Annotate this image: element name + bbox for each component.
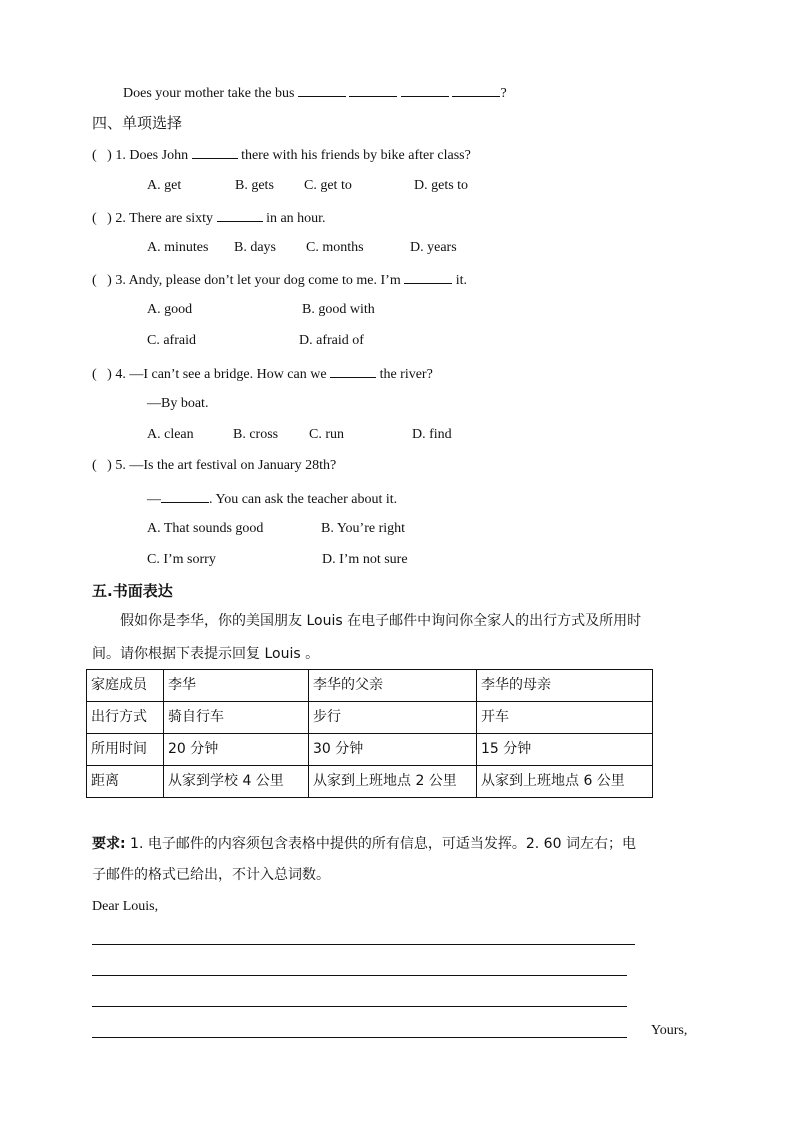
family-travel-table xyxy=(86,669,653,798)
question-2 xyxy=(92,208,326,228)
answer-blank[interactable] xyxy=(192,145,238,159)
question-3 xyxy=(92,270,467,290)
question-text: 2. There are sixty xyxy=(115,211,214,226)
table-row xyxy=(87,734,653,766)
question-text: 3. Andy, please don’t let your dog come to me. I’m xyxy=(115,273,401,288)
writing-prompt-line-1: 假如你是李华，你的美国朋友 Louis 在电子邮件中询问你全家人的出行方式及所用时 xyxy=(120,613,642,629)
table-cell: 30 分钟 xyxy=(309,734,477,766)
question-text-end: it. xyxy=(455,273,468,288)
answer-paren-close[interactable]: ) xyxy=(107,367,112,382)
option-d[interactable]: D. find xyxy=(412,427,452,442)
answer-line-text: . You can ask the teacher about it. xyxy=(209,492,398,507)
question-text: Does your mother take the bus xyxy=(123,86,295,101)
table-row xyxy=(87,670,653,702)
answer-line xyxy=(147,489,397,509)
table-cell: 从家到上班地点 6 公里 xyxy=(477,766,653,798)
question-text-end: the river? xyxy=(379,367,433,382)
writing-line[interactable] xyxy=(92,1037,627,1038)
option-a[interactable]: A. good xyxy=(147,302,193,317)
table-cell: 李华的母亲 xyxy=(477,670,653,702)
answer-blank[interactable] xyxy=(349,83,397,97)
table-cell: 从家到上班地点 2 公里 xyxy=(309,766,477,798)
answer-paren-close[interactable]: ) xyxy=(107,458,112,473)
option-c[interactable]: C. I’m sorry xyxy=(147,552,216,567)
table-cell: 步行 xyxy=(309,702,477,734)
table-cell: 开车 xyxy=(477,702,653,734)
answer-blank[interactable] xyxy=(404,270,452,284)
answer-paren-open[interactable]: ( xyxy=(92,458,97,473)
option-d[interactable]: D. afraid of xyxy=(299,333,364,348)
question-5 xyxy=(92,457,336,475)
dash: — xyxy=(147,492,161,507)
answer-paren-open[interactable]: ( xyxy=(92,367,97,382)
option-a[interactable]: A. get xyxy=(147,178,182,193)
option-b[interactable]: B. good with xyxy=(302,302,375,317)
question-text: 5. —Is the art festival on January 28th? xyxy=(115,458,337,473)
question-1 xyxy=(92,145,471,165)
table-row xyxy=(87,702,653,734)
option-c[interactable]: C. afraid xyxy=(147,333,196,348)
section-5-title: 五.书面表达 xyxy=(92,582,173,600)
table-cell: 20 分钟 xyxy=(164,734,309,766)
table-cell: 从家到学校 4 公里 xyxy=(164,766,309,798)
option-b[interactable]: B. days xyxy=(234,240,276,255)
table-row xyxy=(87,766,653,798)
table-cell: 15 分钟 xyxy=(477,734,653,766)
writing-prompt-line-2: 间。请你根据下表提示回复 Louis 。 xyxy=(92,646,320,662)
answer-blank[interactable] xyxy=(452,83,500,97)
answer-paren-open[interactable]: ( xyxy=(92,273,97,288)
table-cell: 骑自行车 xyxy=(164,702,309,734)
letter-greeting: Dear Louis, xyxy=(92,899,159,914)
table-cell: 所用时间 xyxy=(87,734,164,766)
question-text-end: in an hour. xyxy=(266,211,326,226)
question-text-end: there with his friends by bike after class? xyxy=(241,148,471,163)
answer-paren-open[interactable]: ( xyxy=(92,211,97,226)
requirements-line-2: 子邮件的格式已给出，不计入总词数。 xyxy=(92,867,330,883)
option-b[interactable]: B. cross xyxy=(233,427,279,442)
section-4-title: 四、单项选择 xyxy=(92,114,183,132)
option-c[interactable]: C. months xyxy=(306,240,364,255)
mother-bus-question xyxy=(123,83,507,103)
option-c[interactable]: C. get to xyxy=(304,178,352,193)
table-cell: 李华的父亲 xyxy=(309,670,477,702)
answer-paren-open[interactable]: ( xyxy=(92,148,97,163)
answer-blank[interactable] xyxy=(401,83,449,97)
answer-blank[interactable] xyxy=(217,208,263,222)
option-c[interactable]: C. run xyxy=(309,427,344,442)
answer-blank[interactable] xyxy=(161,489,209,503)
answer-paren-close[interactable]: ) xyxy=(107,148,112,163)
option-d[interactable]: D. gets to xyxy=(414,178,469,193)
option-b[interactable]: B. gets xyxy=(235,178,274,193)
option-a[interactable]: A. minutes xyxy=(147,240,209,255)
answer-paren-close[interactable]: ) xyxy=(107,273,112,288)
question-text: 4. —I can’t see a bridge. How can we xyxy=(115,367,327,382)
requirements-label: 要求: xyxy=(92,836,126,852)
writing-line[interactable] xyxy=(92,975,627,976)
option-d[interactable]: D. years xyxy=(410,240,457,255)
writing-line[interactable] xyxy=(92,944,635,945)
question-mark: ? xyxy=(500,86,507,101)
table-cell: 家庭成员 xyxy=(87,670,164,702)
option-a[interactable]: A. clean xyxy=(147,427,194,442)
option-d[interactable]: D. I’m not sure xyxy=(322,552,408,567)
requirements-text: 1. 电子邮件的内容须包含表格中提供的所有信息，可适当发挥。2. 60 词左右；电 xyxy=(125,836,636,852)
answer-blank[interactable] xyxy=(330,364,376,378)
answer-line: —By boat. xyxy=(147,396,209,411)
requirements-line-1 xyxy=(92,835,636,853)
question-text: 1. Does John xyxy=(115,148,189,163)
writing-line[interactable] xyxy=(92,1006,627,1007)
answer-paren-close[interactable]: ) xyxy=(107,211,112,226)
option-a[interactable]: A. That sounds good xyxy=(147,521,264,536)
question-4 xyxy=(92,364,433,384)
table-cell: 出行方式 xyxy=(87,702,164,734)
option-b[interactable]: B. You’re right xyxy=(321,521,406,536)
letter-closing: Yours, xyxy=(651,1023,688,1038)
table-cell: 距离 xyxy=(87,766,164,798)
table-cell: 李华 xyxy=(164,670,309,702)
answer-blank[interactable] xyxy=(298,83,346,97)
